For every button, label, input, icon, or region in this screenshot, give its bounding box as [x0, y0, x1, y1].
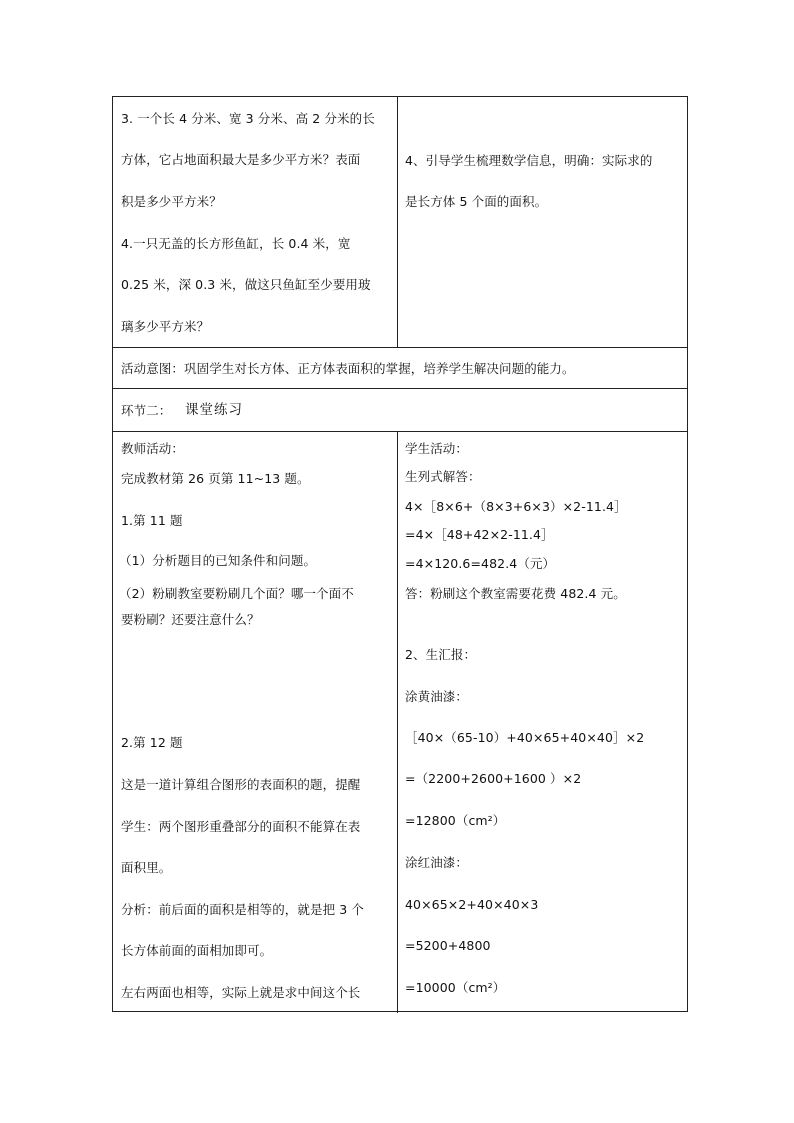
row-divider	[113, 388, 687, 389]
guidance-line: 4、引导学生梳理数学信息，明确：实际求的	[405, 153, 653, 168]
teacher-line: （1）分析题目的已知条件和问题。	[119, 553, 317, 568]
teacher-line: 分析：前后面的面积是相等的，就是把 3 个	[121, 902, 365, 917]
question-line: 璃多少平方米？	[121, 319, 210, 334]
student-line: 涂红油漆：	[405, 855, 469, 870]
teacher-line: （2）粉刷教室要粉刷几个面？哪一个面不	[119, 586, 354, 601]
student-activity-heading: 学生活动：	[405, 441, 469, 456]
student-line: ［40×（65-10）+40×65+40×40］×2	[405, 730, 645, 745]
student-line: 40×65×2+40×40×3	[405, 897, 539, 912]
student-line: 4×［8×6+（8×3+6×3）×2-11.4］	[405, 499, 627, 514]
question-line: 0.25 米，深 0.3 米，做这只鱼缸至少要用玻	[121, 277, 371, 292]
teacher-activity-heading: 教师活动：	[121, 441, 185, 456]
student-line: 2、生汇报：	[405, 647, 477, 662]
question-line: 方体，它占地面积最大是多少平方米？表面	[121, 152, 361, 167]
student-line: =4×［48+42×2-11.4］	[405, 527, 554, 542]
student-line: =5200+4800	[405, 938, 491, 953]
teacher-line: 这是一道计算组合图形的表面积的题，提醒	[121, 777, 361, 792]
lesson-table	[112, 96, 688, 1012]
student-line: 答：粉刷这个教室需要花费 482.4 元。	[405, 586, 626, 601]
student-line: =12800（cm²）	[405, 813, 506, 828]
row-divider	[113, 347, 687, 348]
section-title: 课堂练习	[185, 402, 243, 418]
column-divider	[397, 431, 398, 1013]
student-line: 生列式解答：	[405, 469, 481, 484]
teacher-line: 2.第 12 题	[121, 735, 183, 750]
teacher-line: 要粉刷？还要注意什么？	[121, 612, 260, 627]
question-line: 积是多少平方米？	[121, 194, 222, 209]
student-line: =（2200+2600+1600 ）×2	[405, 771, 582, 786]
teacher-line: 长方体前面的面相加即可。	[121, 943, 273, 958]
activity-intent: 活动意图：巩固学生对长方体、正方体表面积的掌握，培养学生解决问题的能力。	[121, 361, 575, 376]
section-label: 环节二：	[121, 403, 172, 418]
column-divider	[397, 97, 398, 347]
teacher-line: 学生：两个图形重叠部分的面积不能算在表	[121, 819, 361, 834]
teacher-line: 1.第 11 题	[121, 513, 183, 528]
question-line: 4.一只无盖的长方形鱼缸，长 0.4 米，宽	[121, 236, 351, 251]
teacher-line: 完成教材第 26 页第 11~13 题。	[121, 471, 310, 486]
teacher-line: 左右两面也相等，实际上就是求中间这个长	[121, 985, 361, 1000]
teacher-line: 面积里。	[121, 860, 172, 875]
row-divider	[113, 431, 687, 432]
guidance-line: 是长方体 5 个面的面积。	[405, 194, 548, 209]
student-line: 涂黄油漆：	[405, 689, 469, 704]
student-line: =10000（cm²）	[405, 980, 506, 995]
student-line: =4×120.6=482.4（元）	[405, 556, 556, 571]
question-line: 3. 一个长 4 分米、宽 3 分米、高 2 分米的长	[121, 111, 375, 126]
